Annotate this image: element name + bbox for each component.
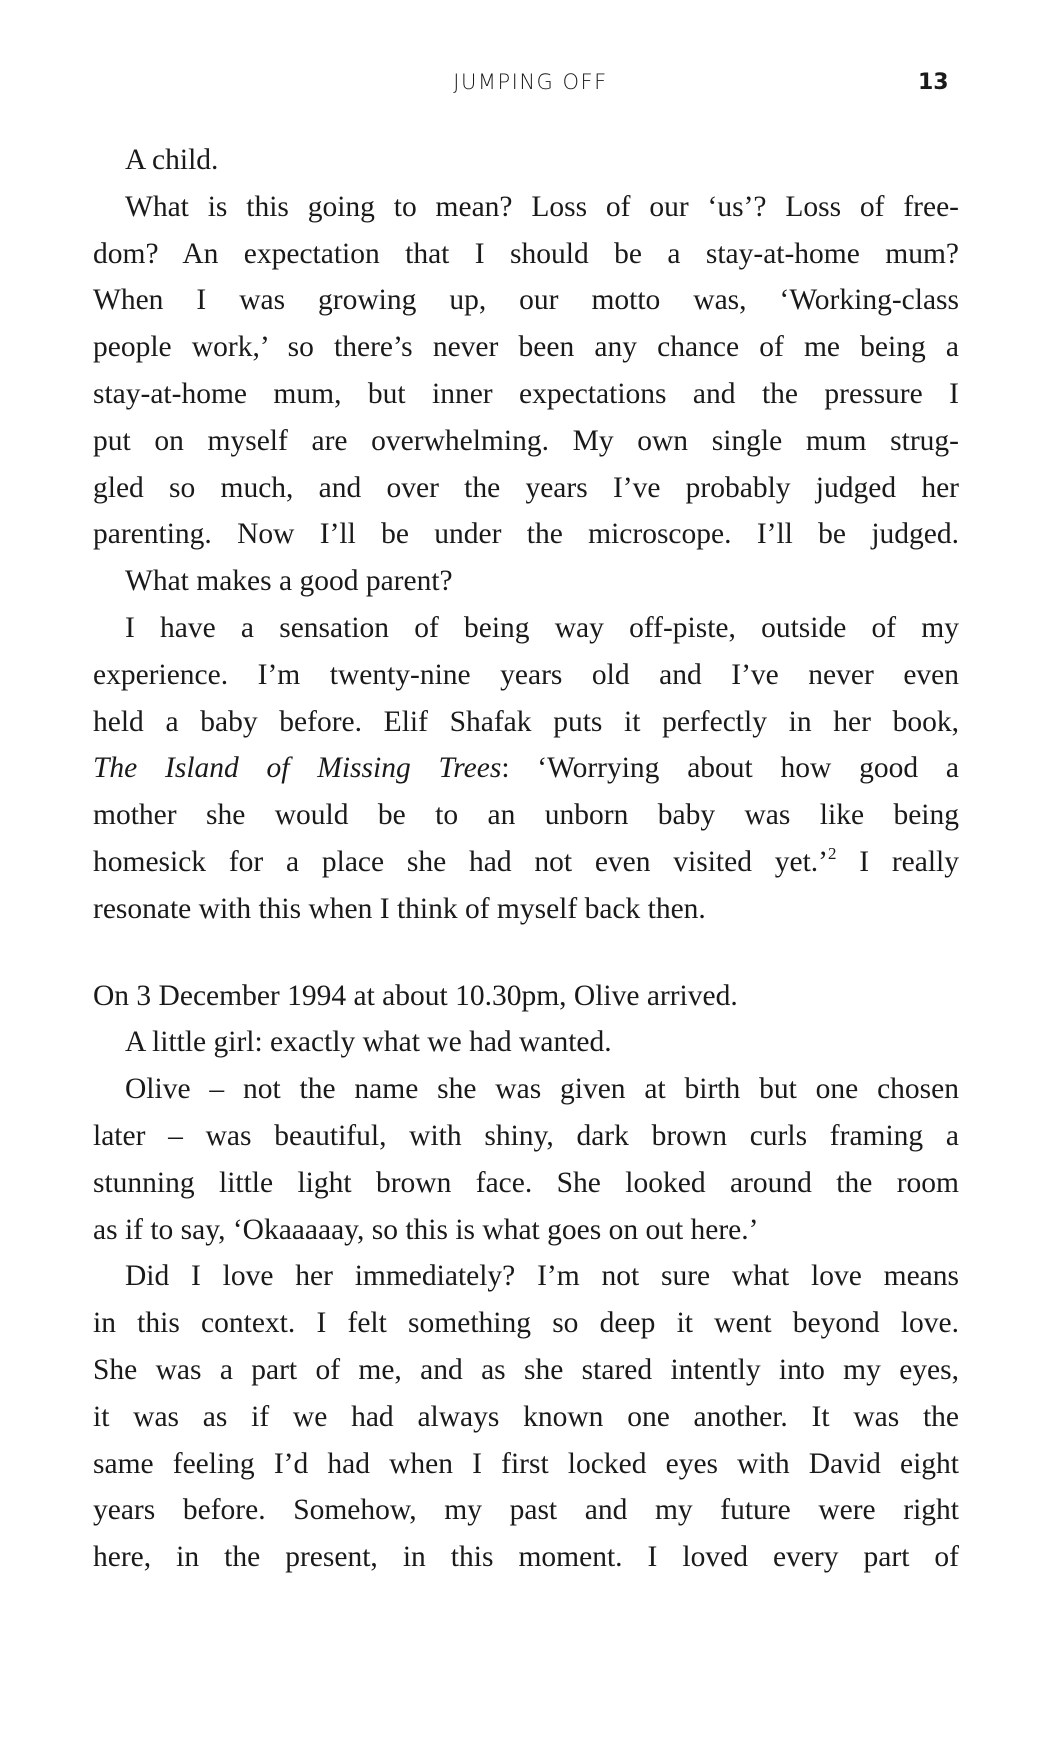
text-line bbox=[93, 1113, 959, 1160]
text-span: She was a part of me, and as she stared intently into my eyes, bbox=[93, 1353, 959, 1386]
text-span: mother she would be to an unborn baby was like being bbox=[93, 799, 959, 832]
text-line bbox=[93, 1394, 959, 1441]
text-line bbox=[93, 1441, 959, 1488]
text-line bbox=[93, 1347, 959, 1394]
text-line bbox=[93, 973, 959, 1020]
text-span: resonate with this when I think of myself back then. bbox=[93, 892, 706, 925]
text-span: What makes a good parent? bbox=[125, 565, 453, 598]
text-line bbox=[93, 699, 959, 746]
footnote-marker: 2 bbox=[827, 843, 837, 863]
text-span: What is this going to mean? Loss of our ‘us’? Loss of free- bbox=[125, 190, 959, 223]
text-span: A little girl: exactly what we had wanted. bbox=[125, 1026, 612, 1059]
text-span: in this context. I felt something so deep it went beyond love. bbox=[93, 1307, 959, 1340]
text-span: here, in the present, in this moment. I loved every part of bbox=[93, 1541, 959, 1574]
text-span: gled so much, and over the years I’ve probably judged her bbox=[93, 471, 959, 504]
text-line bbox=[93, 184, 959, 231]
text-span: put on myself are overwhelming. My own single mum strug- bbox=[93, 424, 959, 457]
text-line bbox=[93, 1066, 959, 1113]
book-title: The Island of Missing Trees bbox=[93, 752, 502, 785]
text-line bbox=[93, 1534, 959, 1581]
text-span: people work,’ so there’s never been any chance of me being a bbox=[93, 331, 959, 364]
text-span: Olive – not the name she was given at birth but one chosen bbox=[125, 1073, 959, 1106]
text-span: stay-at-home mum, but inner expectations and the pressure I bbox=[93, 377, 959, 410]
text-line bbox=[93, 792, 959, 839]
text-span: Did I love her immediately? I’m not sure what love means bbox=[125, 1260, 959, 1293]
text-span: On 3 December 1994 at about 10.30pm, Olive arrived. bbox=[93, 979, 738, 1012]
text-line bbox=[93, 418, 959, 465]
text-span: experience. I’m twenty-nine years old and I’ve never even bbox=[93, 658, 959, 691]
text-line bbox=[93, 1019, 959, 1066]
text-span: dom? An expectation that I should be a stay-at-home mum? bbox=[93, 237, 959, 270]
text-span: years before. Somehow, my past and my future were right bbox=[93, 1494, 959, 1527]
text-span: When I was growing up, our motto was, ‘Working-class bbox=[93, 284, 959, 317]
running-head: JUMPING OFF bbox=[453, 70, 608, 94]
text-span: held a baby before. Elif Shafak puts it perfectly in her book, bbox=[93, 705, 959, 738]
text-line bbox=[93, 652, 959, 699]
text-span: A child. bbox=[125, 144, 219, 176]
text-span: later – was beautiful, with shiny, dark brown curls framing a bbox=[93, 1119, 959, 1152]
text-line bbox=[93, 886, 959, 933]
body-text bbox=[93, 137, 959, 1581]
text-line bbox=[93, 1253, 959, 1300]
text-line bbox=[93, 1487, 959, 1534]
text-span: stunning little light brown face. She looked around the room bbox=[93, 1166, 959, 1199]
text-span: it was as if we had always known one another. It was the bbox=[93, 1400, 959, 1433]
page-header bbox=[0, 66, 1061, 106]
text-span: I really bbox=[836, 845, 959, 878]
text-line bbox=[93, 605, 959, 652]
text-line bbox=[93, 745, 959, 792]
text-span: same feeling I’d had when I first locked eyes with David eight bbox=[93, 1447, 959, 1480]
text-line bbox=[93, 511, 959, 558]
text-span: as if to say, ‘Okaaaaay, so this is what goes on out here.’ bbox=[93, 1213, 759, 1246]
text-span: homesick for a place she had not even visited yet.’ bbox=[93, 845, 828, 878]
text-line bbox=[93, 558, 959, 605]
text-span: parenting. Now I’ll be under the microscope. I’ll be judged. bbox=[93, 518, 959, 551]
text-line bbox=[93, 1160, 959, 1207]
text-line bbox=[93, 465, 959, 512]
text-span: : ‘Worrying about how good a bbox=[501, 752, 959, 785]
text-line bbox=[93, 371, 959, 418]
text-line bbox=[93, 839, 959, 886]
text-line bbox=[93, 1300, 959, 1347]
text-line bbox=[93, 277, 959, 324]
text-line bbox=[93, 137, 959, 184]
text-line bbox=[93, 1207, 959, 1254]
page-number: 13 bbox=[918, 70, 949, 95]
text-span: I have a sensation of being way off-piste, outside of my bbox=[125, 611, 959, 644]
text-line bbox=[93, 231, 959, 278]
text-line bbox=[93, 324, 959, 371]
